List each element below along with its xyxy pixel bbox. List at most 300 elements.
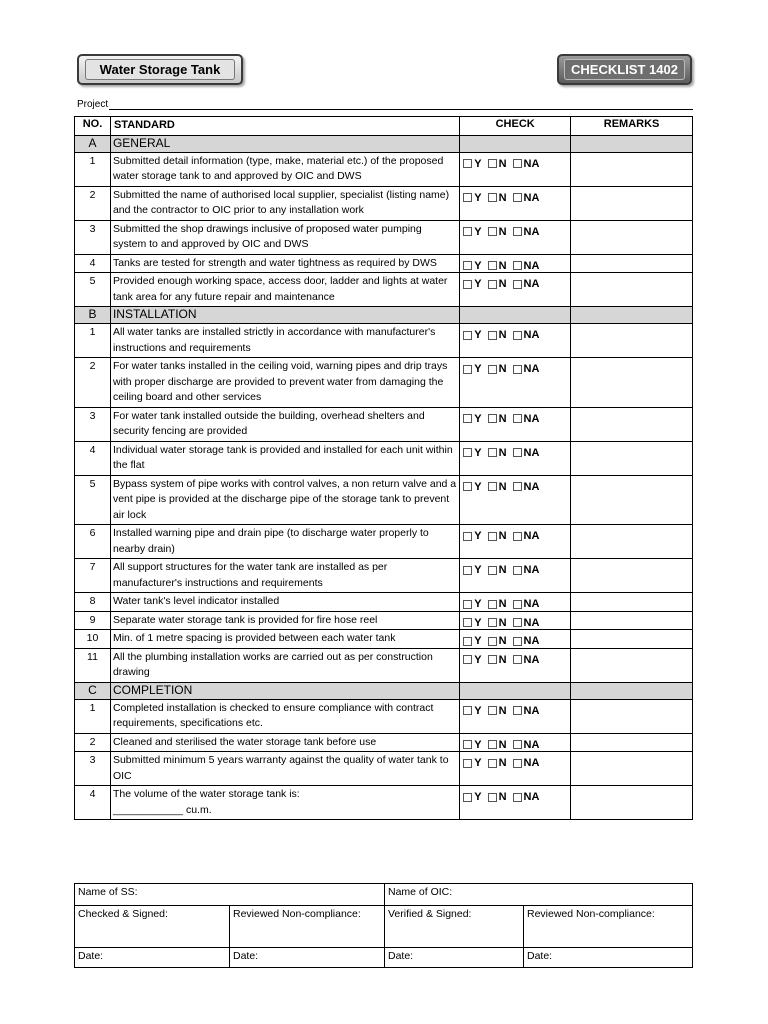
item-number: 10 bbox=[75, 630, 111, 649]
checklist-label: CHECKLIST 1402 bbox=[571, 62, 678, 77]
checkbox-n[interactable] bbox=[488, 532, 497, 541]
checkbox-label-y: Y bbox=[474, 412, 482, 425]
item-check-cell bbox=[460, 254, 571, 273]
checkbox-n[interactable] bbox=[488, 793, 497, 802]
checkbox-label-y: Y bbox=[474, 653, 482, 666]
checkbox-y[interactable] bbox=[463, 793, 472, 802]
item-text: Submitted minimum 5 years warranty against the quality of water tank to OIC bbox=[112, 754, 449, 782]
checkbox-y[interactable] bbox=[463, 448, 472, 457]
item-standard bbox=[110, 699, 459, 733]
checkbox-label-y: Y bbox=[474, 157, 482, 170]
checkbox-label-na: NA bbox=[523, 480, 540, 493]
checkbox-y[interactable] bbox=[463, 566, 472, 575]
item-text: Water tank's level indicator installed bbox=[112, 595, 280, 607]
checkbox-label-n: N bbox=[498, 564, 507, 576]
item-standard bbox=[110, 611, 459, 630]
signoff-table bbox=[74, 883, 693, 968]
check-options bbox=[462, 158, 568, 170]
item-standard bbox=[110, 186, 459, 220]
item-check-cell bbox=[460, 324, 571, 358]
checkbox-label-y: Y bbox=[474, 616, 482, 629]
section-letter: A bbox=[75, 135, 111, 152]
item-number: 2 bbox=[75, 733, 111, 752]
section-row bbox=[75, 135, 693, 152]
item-number: 6 bbox=[75, 525, 111, 559]
check-options bbox=[462, 530, 568, 542]
date-field-2[interactable]: Date: bbox=[230, 948, 385, 968]
remarks-field[interactable] bbox=[571, 699, 693, 733]
check-options bbox=[462, 654, 568, 666]
item-check-cell bbox=[460, 593, 571, 612]
item-text: Submitted the shop drawings inclusive of proposed water pumping system to and approved by OIC and DWS bbox=[112, 222, 422, 250]
signoff-name-row bbox=[75, 884, 693, 906]
checkbox-n[interactable] bbox=[488, 566, 497, 575]
checkbox-na[interactable] bbox=[513, 159, 522, 168]
check-options bbox=[462, 363, 568, 375]
checkbox-label-na: NA bbox=[523, 191, 540, 204]
checkbox-label-y: Y bbox=[474, 363, 482, 375]
checkbox-y[interactable] bbox=[463, 331, 472, 340]
item-text: Installed warning pipe and drain pipe (to discharge water properly to nearby drain) bbox=[112, 527, 429, 555]
item-text: The volume of the water storage tank is: bbox=[112, 788, 300, 800]
section-remarks-cell bbox=[571, 307, 693, 324]
item-standard bbox=[110, 630, 459, 649]
item-check-cell bbox=[460, 699, 571, 733]
checkbox-y[interactable] bbox=[463, 261, 472, 270]
item-standard bbox=[110, 648, 459, 682]
item-number: 7 bbox=[75, 559, 111, 593]
remarks-field[interactable] bbox=[571, 593, 693, 612]
table-row bbox=[75, 786, 693, 820]
item-number: 8 bbox=[75, 593, 111, 612]
checkbox-na[interactable] bbox=[513, 227, 522, 236]
item-number: 2 bbox=[75, 358, 111, 408]
checkbox-n[interactable] bbox=[488, 655, 497, 664]
checkbox-y[interactable] bbox=[463, 193, 472, 202]
remarks-field[interactable] bbox=[571, 525, 693, 559]
item-check-cell bbox=[460, 786, 571, 820]
checkbox-label-na: NA bbox=[523, 530, 540, 542]
checked-signed-field[interactable]: Checked & Signed: bbox=[75, 906, 230, 948]
table-header-row bbox=[75, 117, 693, 136]
name-oic-field[interactable]: Name of OIC: bbox=[385, 884, 693, 906]
item-standard bbox=[110, 324, 459, 358]
section-row bbox=[75, 682, 693, 699]
section-remarks-cell bbox=[571, 135, 693, 152]
check-options bbox=[462, 564, 568, 576]
checkbox-label-y: Y bbox=[474, 704, 482, 717]
checkbox-label-y: Y bbox=[474, 791, 482, 803]
checkbox-na[interactable] bbox=[513, 793, 522, 802]
item-number: 4 bbox=[75, 786, 111, 820]
check-options bbox=[462, 329, 568, 341]
remarks-field[interactable] bbox=[571, 152, 693, 186]
table-row bbox=[75, 630, 693, 649]
reviewed-noncompliance-field-1[interactable]: Reviewed Non-compliance: bbox=[230, 906, 385, 948]
header-no: NO. bbox=[75, 117, 111, 136]
checkbox-label-na: NA bbox=[523, 446, 540, 459]
item-standard bbox=[110, 593, 459, 612]
date-field-3[interactable]: Date: bbox=[385, 948, 524, 968]
checkbox-na[interactable] bbox=[513, 637, 522, 646]
checkbox-na[interactable] bbox=[513, 365, 522, 374]
checkbox-label-n: N bbox=[498, 480, 507, 493]
checkbox-label-n: N bbox=[498, 616, 507, 629]
item-text: Provided enough working space, access door, ladder and lights at water tank area for any future repair and maintenance bbox=[112, 275, 448, 303]
item-number: 4 bbox=[75, 441, 111, 475]
checkbox-label-n: N bbox=[498, 530, 507, 542]
checkbox-label-na: NA bbox=[523, 791, 540, 803]
remarks-field[interactable] bbox=[571, 786, 693, 820]
item-check-cell bbox=[460, 559, 571, 593]
checkbox-label-y: Y bbox=[474, 530, 482, 542]
item-standard bbox=[110, 254, 459, 273]
checkbox-label-na: NA bbox=[523, 329, 540, 341]
table-row bbox=[75, 648, 693, 682]
item-number: 1 bbox=[75, 152, 111, 186]
checkbox-label-na: NA bbox=[523, 412, 540, 425]
table-row bbox=[75, 220, 693, 254]
checkbox-label-n: N bbox=[498, 278, 507, 290]
checkbox-label-n: N bbox=[498, 329, 507, 341]
checkbox-n[interactable] bbox=[488, 227, 497, 236]
item-number: 2 bbox=[75, 186, 111, 220]
checkbox-na[interactable] bbox=[513, 600, 522, 609]
checkbox-y[interactable] bbox=[463, 655, 472, 664]
checkbox-label-na: NA bbox=[523, 635, 540, 647]
remarks-field[interactable] bbox=[571, 186, 693, 220]
table-row bbox=[75, 324, 693, 358]
checkbox-label-n: N bbox=[498, 225, 507, 238]
checkbox-label-na: NA bbox=[523, 616, 540, 629]
table-row bbox=[75, 441, 693, 475]
check-options bbox=[462, 635, 568, 647]
item-text: Submitted the name of authorised local supplier, specialist (listing name) and the contractor to OIC prior to any installation work bbox=[112, 188, 450, 216]
item-number: 3 bbox=[75, 752, 111, 786]
checkbox-y[interactable] bbox=[463, 414, 472, 423]
checkbox-label-na: NA bbox=[523, 704, 540, 717]
checkbox-n[interactable] bbox=[488, 706, 497, 715]
check-options bbox=[462, 413, 568, 425]
item-check-cell bbox=[460, 611, 571, 630]
item-text: Tanks are tested for strength and water tightness as required by DWS bbox=[112, 256, 437, 269]
checkbox-na[interactable] bbox=[513, 261, 522, 270]
date-field-1[interactable]: Date: bbox=[75, 948, 230, 968]
section-check-cell bbox=[460, 682, 571, 699]
checkbox-na[interactable] bbox=[513, 448, 522, 457]
checkbox-label-y: Y bbox=[474, 191, 482, 204]
signoff-date-row bbox=[75, 948, 693, 968]
check-options bbox=[462, 739, 568, 751]
checkbox-n[interactable] bbox=[488, 159, 497, 168]
item-check-cell bbox=[460, 407, 571, 441]
checkbox-y[interactable] bbox=[463, 618, 472, 627]
checkbox-label-na: NA bbox=[523, 757, 540, 769]
checkbox-label-n: N bbox=[498, 791, 507, 803]
checkbox-label-n: N bbox=[498, 412, 507, 425]
table-row bbox=[75, 152, 693, 186]
checkbox-label-y: Y bbox=[474, 480, 482, 493]
checkbox-label-na: NA bbox=[523, 598, 540, 610]
checkbox-label-na: NA bbox=[523, 738, 540, 751]
checkbox-label-na: NA bbox=[523, 157, 540, 170]
checkbox-na[interactable] bbox=[513, 331, 522, 340]
table-row bbox=[75, 273, 693, 307]
checkbox-label-n: N bbox=[498, 259, 507, 272]
item-standard bbox=[110, 752, 459, 786]
item-check-cell bbox=[460, 630, 571, 649]
checkbox-label-na: NA bbox=[523, 363, 540, 375]
checkbox-na[interactable] bbox=[513, 532, 522, 541]
checkbox-label-n: N bbox=[498, 704, 507, 717]
project-field[interactable] bbox=[109, 96, 693, 110]
table-row bbox=[75, 358, 693, 408]
item-text: Completed installation is checked to ensure compliance with contract requirements, specifications etc. bbox=[112, 701, 434, 729]
table-row bbox=[75, 186, 693, 220]
checkbox-n[interactable] bbox=[488, 637, 497, 646]
item-check-cell bbox=[460, 525, 571, 559]
checkbox-label-na: NA bbox=[523, 653, 540, 666]
remarks-field[interactable] bbox=[571, 648, 693, 682]
item-number: 1 bbox=[75, 699, 111, 733]
table-row bbox=[75, 611, 693, 630]
remarks-field[interactable] bbox=[571, 630, 693, 649]
check-options bbox=[462, 598, 568, 610]
item-number: 3 bbox=[75, 407, 111, 441]
checkbox-label-y: Y bbox=[474, 259, 482, 272]
checkbox-y[interactable] bbox=[463, 280, 472, 289]
checkbox-y[interactable] bbox=[463, 600, 472, 609]
remarks-field[interactable] bbox=[571, 358, 693, 408]
check-options bbox=[462, 226, 568, 238]
section-title: INSTALLATION bbox=[110, 307, 459, 324]
item-check-cell bbox=[460, 358, 571, 408]
remarks-field[interactable] bbox=[571, 559, 693, 593]
section-letter: B bbox=[75, 307, 111, 324]
checkbox-y[interactable] bbox=[463, 637, 472, 646]
checkbox-y[interactable] bbox=[463, 159, 472, 168]
checkbox-n[interactable] bbox=[488, 280, 497, 289]
section-remarks-cell bbox=[571, 682, 693, 699]
checkbox-label-y: Y bbox=[474, 564, 482, 576]
page-title: Water Storage Tank bbox=[99, 62, 221, 77]
item-text: Bypass system of pipe works with control valves, a non return valve and a vent pipe is provided at the discharge pipe of the storage tank to prevent air lock bbox=[112, 477, 457, 521]
remarks-field[interactable] bbox=[571, 407, 693, 441]
checkbox-label-n: N bbox=[498, 757, 507, 769]
item-check-cell bbox=[460, 152, 571, 186]
checkbox-n[interactable] bbox=[488, 448, 497, 457]
item-number: 9 bbox=[75, 611, 111, 630]
checkbox-label-n: N bbox=[498, 363, 507, 375]
item-text: All water tanks are installed strictly in accordance with manufacturer's instructions and requirements bbox=[112, 326, 436, 354]
checkbox-na[interactable] bbox=[513, 280, 522, 289]
verified-signed-field[interactable]: Verified & Signed: bbox=[385, 906, 524, 948]
checkbox-label-n: N bbox=[498, 635, 507, 647]
item-check-cell bbox=[460, 220, 571, 254]
checkbox-y[interactable] bbox=[463, 532, 472, 541]
checkbox-na[interactable] bbox=[513, 740, 522, 749]
checkbox-label-y: Y bbox=[474, 635, 482, 647]
table-row bbox=[75, 733, 693, 752]
checkbox-label-y: Y bbox=[474, 446, 482, 459]
item-number: 5 bbox=[75, 273, 111, 307]
check-options bbox=[462, 791, 568, 803]
date-field-4[interactable]: Date: bbox=[524, 948, 693, 968]
item-text: For water tanks installed in the ceiling void, warning pipes and drip trays with proper discharge are provided to prevent water from damaging the ceiling board and other services bbox=[112, 360, 448, 403]
item-number: 11 bbox=[75, 648, 111, 682]
table-row bbox=[75, 254, 693, 273]
item-number: 5 bbox=[75, 475, 111, 525]
remarks-field[interactable] bbox=[571, 254, 693, 273]
reviewed-noncompliance-field-2[interactable]: Reviewed Non-compliance: bbox=[524, 906, 693, 948]
item-text: Individual water storage tank is provided and installed for each unit within the flat bbox=[112, 443, 453, 471]
checkbox-n[interactable] bbox=[488, 740, 497, 749]
check-options bbox=[462, 192, 568, 204]
table-row bbox=[75, 752, 693, 786]
checkbox-na[interactable] bbox=[513, 193, 522, 202]
checkbox-na[interactable] bbox=[513, 618, 522, 627]
checkbox-n[interactable] bbox=[488, 331, 497, 340]
checkbox-y[interactable] bbox=[463, 706, 472, 715]
checkbox-label-n: N bbox=[498, 738, 507, 751]
checkbox-label-y: Y bbox=[474, 329, 482, 341]
item-standard bbox=[110, 786, 459, 820]
checkbox-n[interactable] bbox=[488, 414, 497, 423]
table-row bbox=[75, 525, 693, 559]
checklist-banner bbox=[557, 54, 692, 85]
item-standard bbox=[110, 441, 459, 475]
check-options bbox=[462, 447, 568, 459]
checkbox-n[interactable] bbox=[488, 261, 497, 270]
checkbox-label-n: N bbox=[498, 446, 507, 459]
checkbox-n[interactable] bbox=[488, 482, 497, 491]
check-options bbox=[462, 481, 568, 493]
item-text: Submitted detail information (type, make, material etc.) of the proposed water storage tank to and approved by OIC and DWS bbox=[112, 154, 444, 182]
item-check-cell bbox=[460, 475, 571, 525]
item-text: All the plumbing installation works are carried out as per construction drawing bbox=[112, 650, 433, 678]
checkbox-label-na: NA bbox=[523, 225, 540, 238]
table-row bbox=[75, 699, 693, 733]
checkbox-na[interactable] bbox=[513, 706, 522, 715]
table-row bbox=[75, 559, 693, 593]
checkbox-na[interactable] bbox=[513, 482, 522, 491]
item-standard bbox=[110, 559, 459, 593]
checkbox-label-na: NA bbox=[523, 564, 540, 576]
item-number: 4 bbox=[75, 254, 111, 273]
checkbox-na[interactable] bbox=[513, 759, 522, 768]
checkbox-n[interactable] bbox=[488, 600, 497, 609]
checkbox-n[interactable] bbox=[488, 618, 497, 627]
section-title: GENERAL bbox=[110, 135, 459, 152]
signoff-sign-row bbox=[75, 906, 693, 948]
check-options bbox=[462, 260, 568, 272]
checkbox-n[interactable] bbox=[488, 193, 497, 202]
remarks-field[interactable] bbox=[571, 220, 693, 254]
section-title: COMPLETION bbox=[110, 682, 459, 699]
remarks-field[interactable] bbox=[571, 733, 693, 752]
checkbox-na[interactable] bbox=[513, 566, 522, 575]
checkbox-y[interactable] bbox=[463, 482, 472, 491]
check-options bbox=[462, 757, 568, 769]
remarks-field[interactable] bbox=[571, 324, 693, 358]
section-check-cell bbox=[460, 135, 571, 152]
check-options bbox=[462, 278, 568, 290]
item-text: All support structures for the water tank are installed as per manufacturer's instructions and requirements bbox=[112, 561, 388, 589]
section-letter: C bbox=[75, 682, 111, 699]
item-number: 3 bbox=[75, 220, 111, 254]
item-standard bbox=[110, 152, 459, 186]
table-row bbox=[75, 593, 693, 612]
check-options bbox=[462, 705, 568, 717]
project-label: Project bbox=[77, 99, 109, 110]
remarks-field[interactable] bbox=[571, 441, 693, 475]
checkbox-label-n: N bbox=[498, 653, 507, 666]
title-banner bbox=[77, 54, 243, 85]
item-text: For water tank installed outside the building, overhead shelters and security fencing are provided bbox=[112, 409, 425, 437]
item-text: Cleaned and sterilised the water storage tank before use bbox=[112, 735, 377, 748]
header-check: CHECK bbox=[460, 117, 571, 136]
checkbox-label-y: Y bbox=[474, 598, 482, 610]
item-volume-blank[interactable]: ____________ cu.m. bbox=[112, 803, 212, 816]
checkbox-y[interactable] bbox=[463, 365, 472, 374]
checkbox-na[interactable] bbox=[513, 655, 522, 664]
header-remarks: REMARKS bbox=[571, 117, 693, 136]
item-check-cell bbox=[460, 648, 571, 682]
item-standard bbox=[110, 525, 459, 559]
item-check-cell bbox=[460, 752, 571, 786]
checkbox-label-na: NA bbox=[523, 278, 540, 290]
item-text: Separate water storage tank is provided for fire hose reel bbox=[112, 613, 378, 626]
checkbox-label-na: NA bbox=[523, 259, 540, 272]
section-check-cell bbox=[460, 307, 571, 324]
check-options bbox=[462, 617, 568, 629]
checkbox-na[interactable] bbox=[513, 414, 522, 423]
item-check-cell bbox=[460, 186, 571, 220]
table-row bbox=[75, 475, 693, 525]
checkbox-label-y: Y bbox=[474, 738, 482, 751]
item-check-cell bbox=[460, 733, 571, 752]
table-row bbox=[75, 407, 693, 441]
item-standard bbox=[110, 733, 459, 752]
checkbox-label-n: N bbox=[498, 598, 507, 610]
item-standard bbox=[110, 220, 459, 254]
checkbox-y[interactable] bbox=[463, 759, 472, 768]
item-standard bbox=[110, 358, 459, 408]
checkbox-label-y: Y bbox=[474, 225, 482, 238]
checkbox-label-n: N bbox=[498, 191, 507, 204]
checkbox-label-y: Y bbox=[474, 757, 482, 769]
item-check-cell bbox=[460, 441, 571, 475]
item-number: 1 bbox=[75, 324, 111, 358]
section-row bbox=[75, 307, 693, 324]
remarks-field[interactable] bbox=[571, 475, 693, 525]
project-row bbox=[77, 94, 693, 110]
checkbox-y[interactable] bbox=[463, 740, 472, 749]
remarks-field[interactable] bbox=[571, 611, 693, 630]
item-text: Min. of 1 metre spacing is provided between each water tank bbox=[112, 632, 396, 644]
checkbox-y[interactable] bbox=[463, 227, 472, 236]
item-standard bbox=[110, 475, 459, 525]
checklist-table bbox=[74, 116, 693, 820]
name-ss-field[interactable]: Name of SS: bbox=[75, 884, 385, 906]
checkbox-n[interactable] bbox=[488, 365, 497, 374]
remarks-field[interactable] bbox=[571, 752, 693, 786]
remarks-field[interactable] bbox=[571, 273, 693, 307]
checkbox-n[interactable] bbox=[488, 759, 497, 768]
item-standard bbox=[110, 407, 459, 441]
header-standard: STANDARD bbox=[110, 117, 459, 136]
checkbox-label-y: Y bbox=[474, 278, 482, 290]
